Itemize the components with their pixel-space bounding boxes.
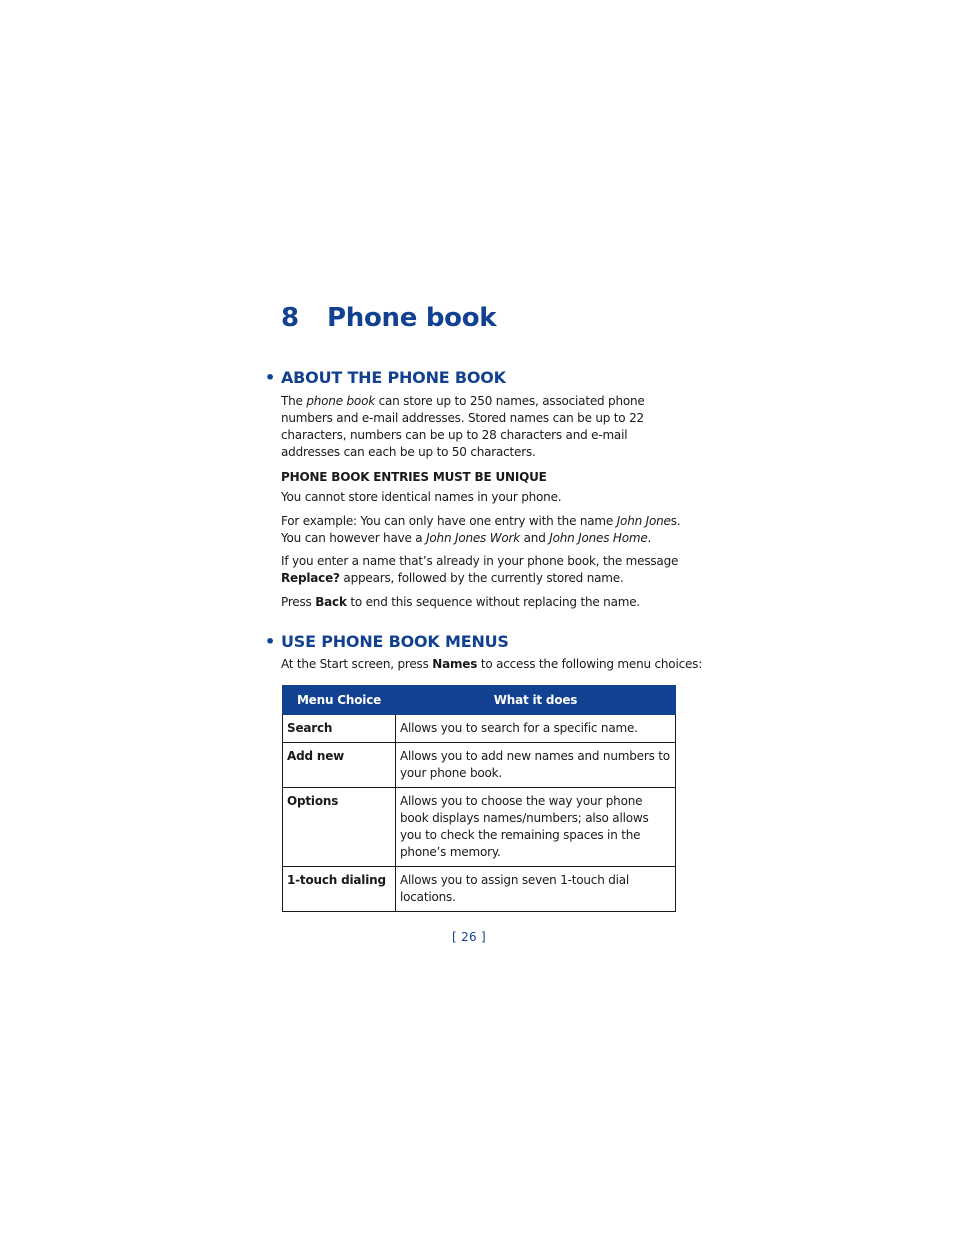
table-header-row: [283, 686, 676, 715]
bullet: •: [265, 632, 276, 651]
table-row: [283, 743, 676, 788]
text-run: The: [281, 394, 307, 408]
description-cell: Allows you to assign seven 1-touch dial locations.: [396, 867, 676, 912]
text-run: .: [647, 531, 652, 545]
text-run: At the Start screen, press: [281, 657, 433, 671]
bold-term: Replace?: [281, 571, 340, 585]
chapter-title: [281, 303, 496, 333]
menu-choice-cell: Options: [283, 788, 396, 867]
table-row: [283, 715, 676, 743]
description-cell: Allows you to add new names and numbers to your phone book.: [396, 743, 676, 788]
section-heading-menus: [265, 632, 509, 651]
text-run: For example: You can only have one entry with the name: [281, 514, 617, 528]
column-header: What it does: [396, 686, 676, 715]
text-run: s. You can however have a: [281, 514, 681, 545]
unique-paragraph-3: [281, 553, 681, 587]
text-run: to access the following menu choices:: [477, 657, 703, 671]
bold-term: Back: [315, 595, 347, 609]
page-number: [ 26 ]: [451, 930, 487, 944]
chapter-title-text: Phone book: [327, 303, 497, 333]
italic-term: John Jones Work: [426, 531, 521, 545]
subheading-unique: PHONE BOOK ENTRIES MUST BE UNIQUE: [281, 470, 547, 484]
unique-paragraph-1: You cannot store identical names in your phone.: [281, 490, 562, 504]
italic-term: phone book: [306, 394, 375, 408]
menu-choices-table: [282, 685, 676, 912]
text-run: to end this sequence without replacing the name.: [346, 595, 641, 609]
menu-choice-cell: 1-touch dialing: [283, 867, 396, 912]
text-run: appears, followed by the currently stored name.: [339, 571, 624, 585]
menu-choice-cell: Search: [283, 715, 396, 743]
section-heading-about: [265, 368, 506, 387]
menu-choice-cell: Add new: [283, 743, 396, 788]
description-cell: Allows you to search for a specific name.: [396, 715, 676, 743]
section-heading-about-text: ABOUT THE PHONE BOOK: [281, 368, 506, 387]
text-run: Press: [281, 595, 316, 609]
menus-intro: [281, 656, 701, 673]
text-run: and: [520, 531, 550, 545]
italic-term: John Jone: [616, 514, 671, 528]
unique-paragraph-2: [281, 513, 681, 547]
table-row: [283, 788, 676, 867]
unique-paragraph-4: [281, 594, 681, 611]
table-row: [283, 867, 676, 912]
description-cell: Allows you to choose the way your phone book displays names/numbers; also allows you to check the remaining spaces in the phone’s memory.: [396, 788, 676, 867]
section-heading-menus-text: USE PHONE BOOK MENUS: [281, 632, 509, 651]
chapter-number: 8: [281, 303, 299, 333]
bullet: •: [265, 368, 276, 387]
italic-term: John Jones Home: [549, 531, 648, 545]
about-paragraph: [281, 393, 681, 461]
text-run: can store up to 250 names, associated phone numbers and e-mail addresses. Stored names can be up to 22 characters, numbers can be up to 28 characters and e-mail addresses can each be up to 50 characters.: [281, 394, 645, 459]
text-run: If you enter a name that’s already in your phone book, the message: [281, 554, 679, 568]
column-header: Menu Choice: [283, 686, 396, 715]
bold-term: Names: [432, 657, 478, 671]
